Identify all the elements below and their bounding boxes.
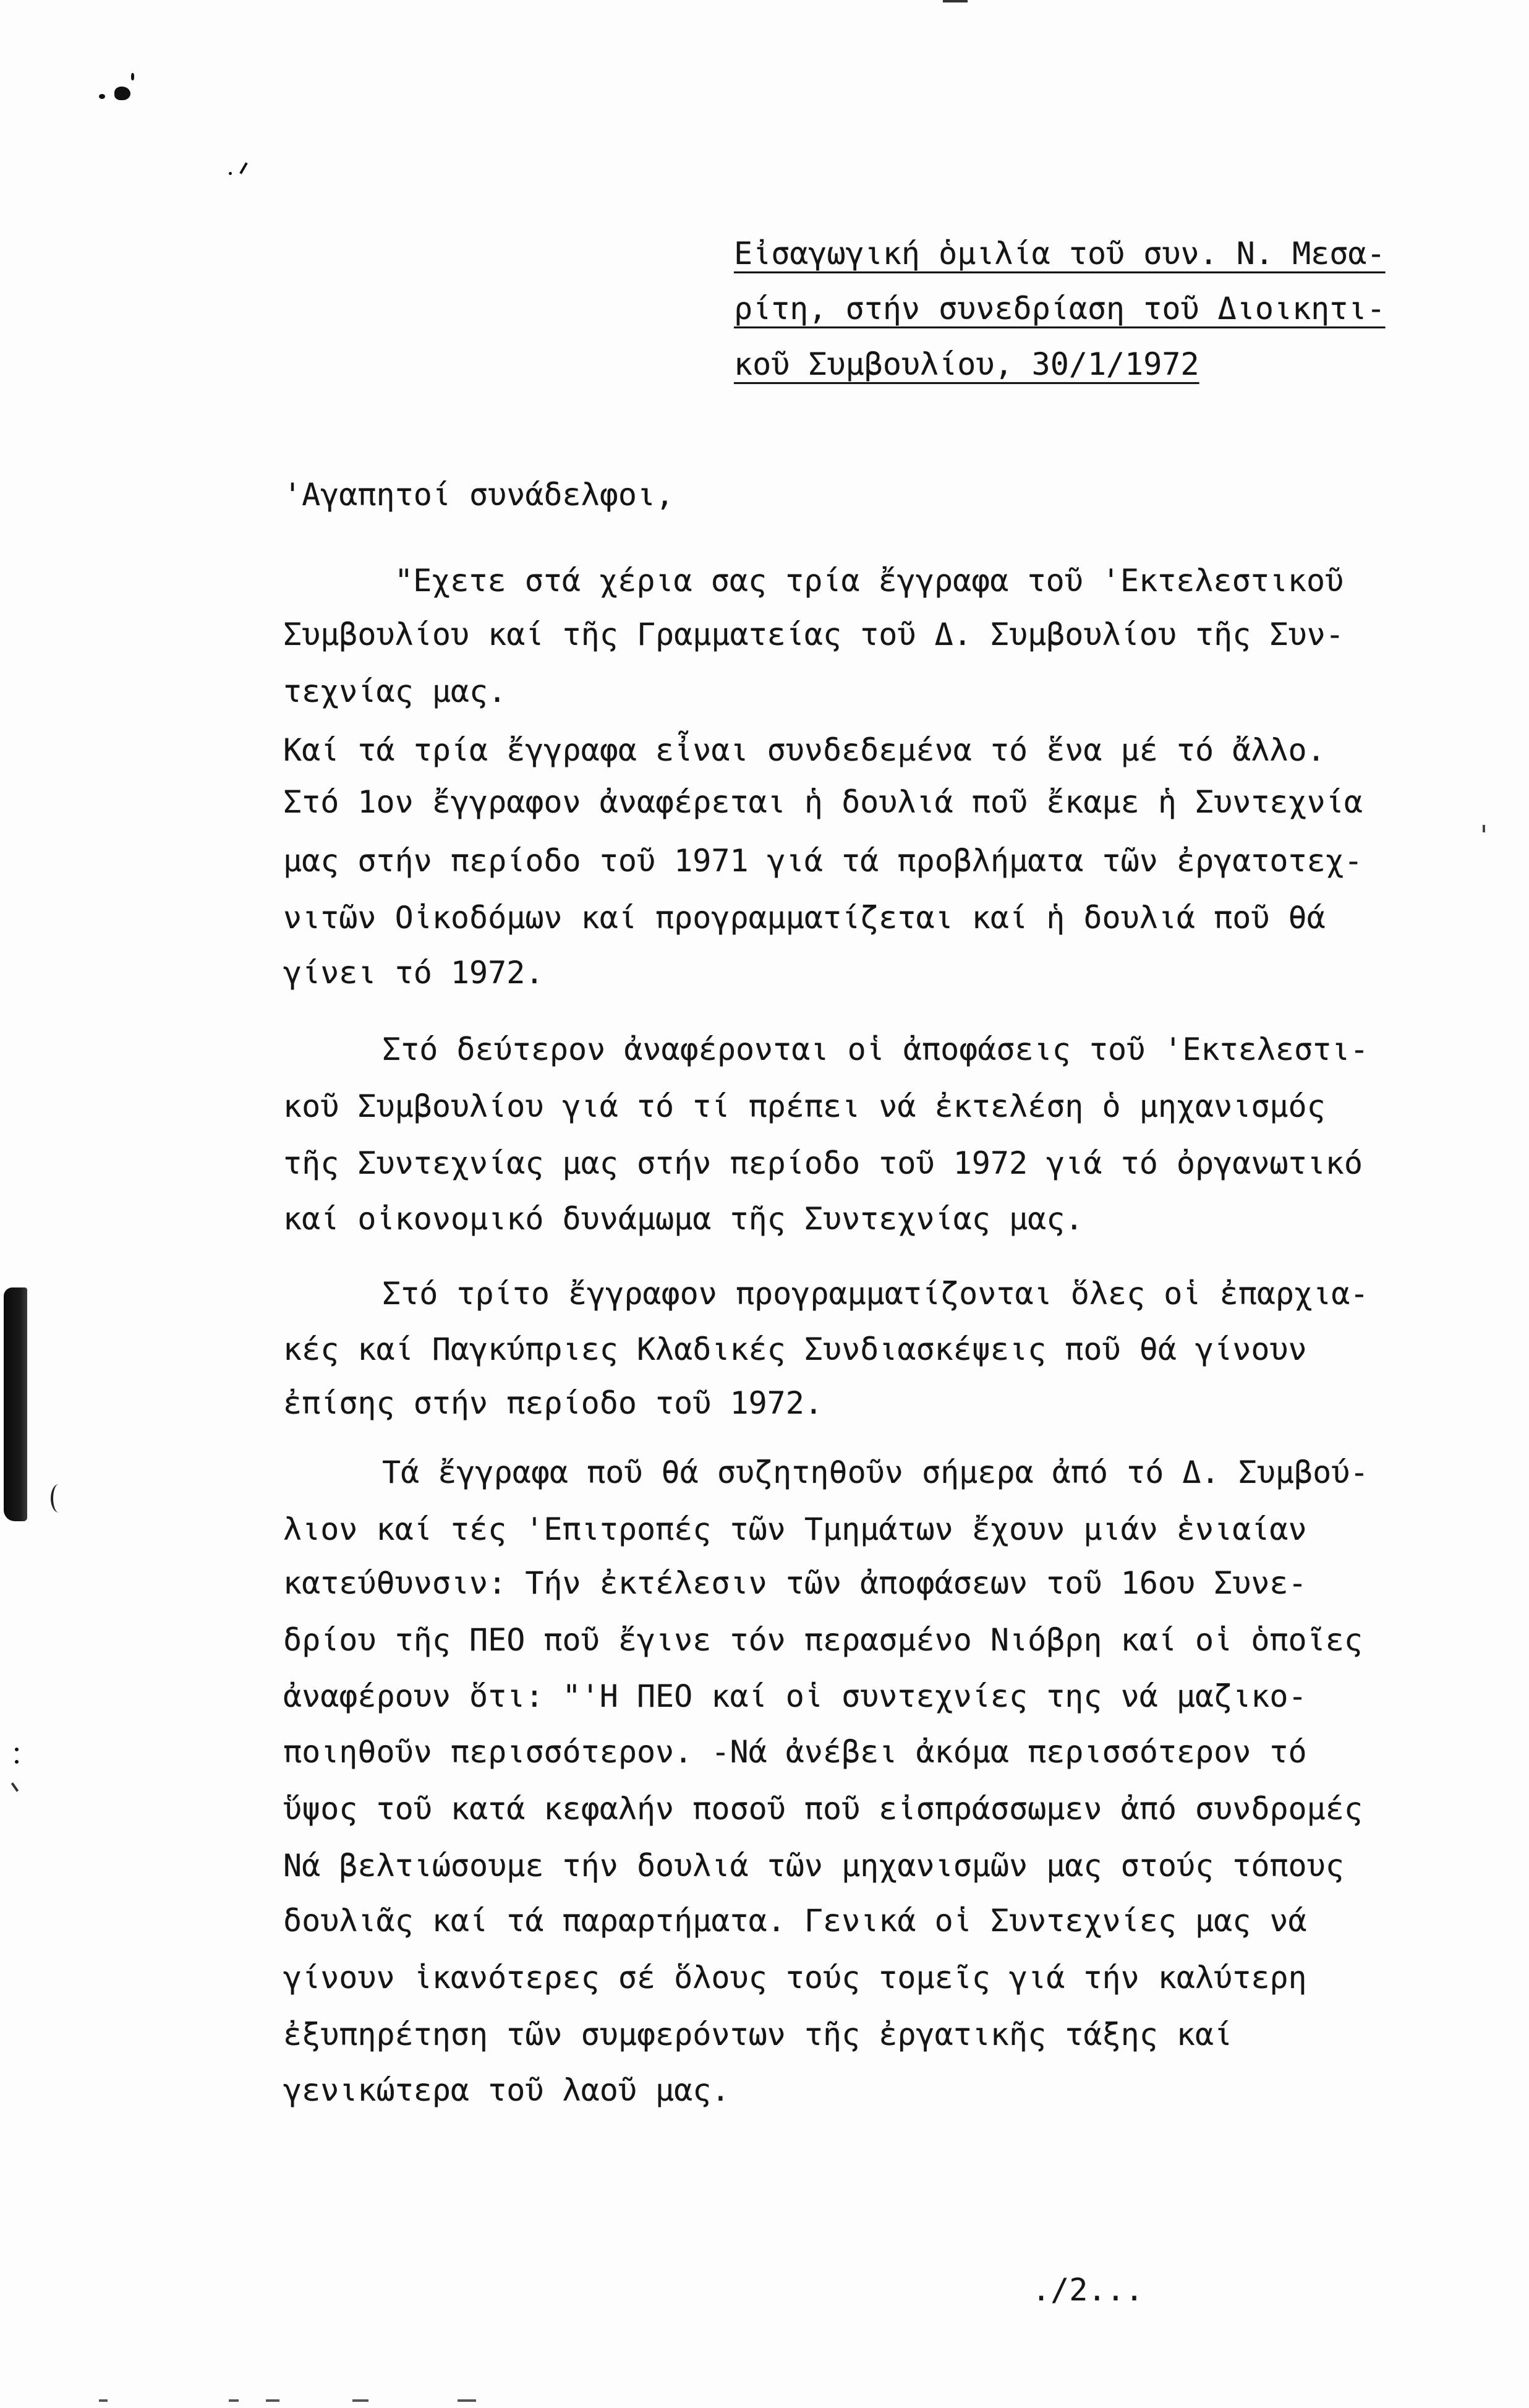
paragraph-line: καί οἰκονομικό δυνάμωμα τῆς Συντεχνίας μας.	[283, 1201, 1084, 1237]
scan-artifact-blot	[131, 73, 134, 80]
paragraph-line: μας στήν περίοδο τοῦ 1971 γιά τά προβλήματα τῶν ἐργατοτεχ-	[283, 843, 1363, 879]
title-line: Εἰσαγωγική ὁμιλία τοῦ συν. Ν. Μεσα-	[734, 236, 1386, 271]
salutation: 'Αγαπητοί συνάδελφοι,	[283, 477, 675, 513]
paragraph-line: τεχνίας μας.	[283, 673, 507, 709]
scan-artifact-paren	[51, 1484, 67, 1513]
paragraph-line: κατεύθυνσιν: Τήν ἐκτέλεσιν τῶν ἀποφάσεων τοῦ 16ου Συνε-	[283, 1565, 1307, 1601]
scan-artifact-speck	[239, 162, 247, 174]
scan-artifact-bottom-dash	[266, 2399, 279, 2402]
scan-artifact-top-dash	[943, 0, 968, 2]
paragraph-line: Στό 1ον ἔγγραφον ἀναφέρεται ἡ δουλιά ποῦ ἔκαμε ἡ Συντεχνία	[283, 784, 1363, 820]
paragraph-line: τῆς Συντεχνίας μας στήν περίοδο τοῦ 1972 γιά τό ὀργανωτικό	[283, 1145, 1363, 1181]
scan-artifact-bottom-dash	[352, 2399, 368, 2402]
paragraph-line: Συμβουλίου καί τῆς Γραμματείας τοῦ Δ. Συμβουλίου τῆς Συν-	[283, 617, 1344, 652]
paragraph-line: κές καί Παγκύπριες Κλαδικές Συνδιασκέψεις ποῦ θά γίνουν	[283, 1331, 1307, 1367]
paragraph-line: ἀναφέρουν ὅτι: "'Η ΠΕΟ καί οἱ συντεχνίες της νά μαζικο-	[283, 1678, 1307, 1714]
title-line: κοῦ Συμβουλίου, 30/1/1972	[734, 346, 1199, 382]
paragraph-line: Τά ἔγγραφα ποῦ θά συζητηθοῦν σήμερα ἀπό τό Δ. Συμβού-	[382, 1454, 1369, 1490]
scan-artifact-speck	[15, 1760, 19, 1764]
scan-artifact-speck	[11, 1782, 19, 1791]
scan-artifact-bottom-dash	[229, 2399, 239, 2402]
paragraph-line: δουλιᾶς καί τά παραρτήματα. Γενικά οἱ Συντεχνίες μας νά	[283, 1903, 1307, 1939]
paragraph-line: κοῦ Συμβουλίου γιά τό τί πρέπει νά ἐκτελέση ὁ μηχανισμός	[283, 1088, 1326, 1124]
paragraph-line: Νά βελτιώσουμε τήν δουλιά τῶν μηχανισμῶν μας στούς τόπους	[283, 1848, 1344, 1884]
paragraph-line: δρίου τῆς ΠΕΟ ποῦ ἔγινε τόν περασμένο Νιόβρη καί οἱ ὁποῖες	[283, 1622, 1363, 1658]
paragraph-line: Στό τρίτο ἔγγραφον προγραμματίζονται ὅλες οἱ ἐπαρχια-	[382, 1276, 1369, 1312]
paragraph-line: νιτῶν Οἰκοδόμων καί προγραμματίζεται καί ἡ δουλιά ποῦ θά	[283, 900, 1326, 936]
paragraph-line: ὕψος τοῦ κατά κεφαλήν ποσοῦ ποῦ εἰσπράσσωμεν ἀπό συνδρομές	[283, 1791, 1363, 1827]
paragraph-line: γίνει τό 1972.	[283, 955, 544, 991]
scan-artifact-speck	[1483, 825, 1485, 832]
paragraph-line: γίνουν ἱκανότερες σέ ὅλους τούς τομεῖς γιά τήν καλύτερη	[283, 1960, 1307, 1996]
paragraph-line: λιον καί τές 'Επιτροπές τῶν Τμημάτων ἔχουν μιάν ἑνιαίαν	[283, 1511, 1307, 1547]
scan-artifact-speck	[15, 1748, 19, 1751]
scan-artifact-bottom-dash	[458, 2399, 476, 2402]
paragraph-line: ποιηθοῦν περισσότερον. -Νά ἀνέβει ἀκόμα περισσότερον τό	[283, 1734, 1307, 1770]
scan-artifact-bottom-dash	[99, 2399, 108, 2402]
scan-artifact-blot	[114, 87, 130, 100]
paragraph-line: Καί τά τρία ἔγγραφα εἶναι συνδεδεμένα τό ἕνα μέ τό ἄλλο.	[283, 732, 1326, 768]
title-line: ρίτη, στήν συνεδρίαση τοῦ Διοικητι-	[734, 291, 1386, 327]
paragraph-line: γενικώτερα τοῦ λαοῦ μας.	[283, 2072, 730, 2108]
paragraph-line: ἐπίσης στήν περίοδο τοῦ 1972.	[283, 1385, 823, 1421]
paragraph-line: "Εχετε στά χέρια σας τρία ἔγγραφα τοῦ 'Εκτελεστικοῦ	[394, 563, 1344, 599]
scan-artifact-speck	[229, 172, 232, 175]
paragraph-line: ἐξυπηρέτηση τῶν συμφερόντων τῆς ἐργατικῆς τάξης καί	[283, 2017, 1233, 2052]
scan-artifact-blot	[99, 94, 105, 99]
scan-artifact-left-bar	[4, 1287, 27, 1521]
page-marker: ./2...	[1032, 2272, 1144, 2308]
paragraph-line: Στό δεύτερον ἀναφέρονται οἱ ἀποφάσεις τοῦ 'Εκτελεστι-	[382, 1031, 1369, 1067]
